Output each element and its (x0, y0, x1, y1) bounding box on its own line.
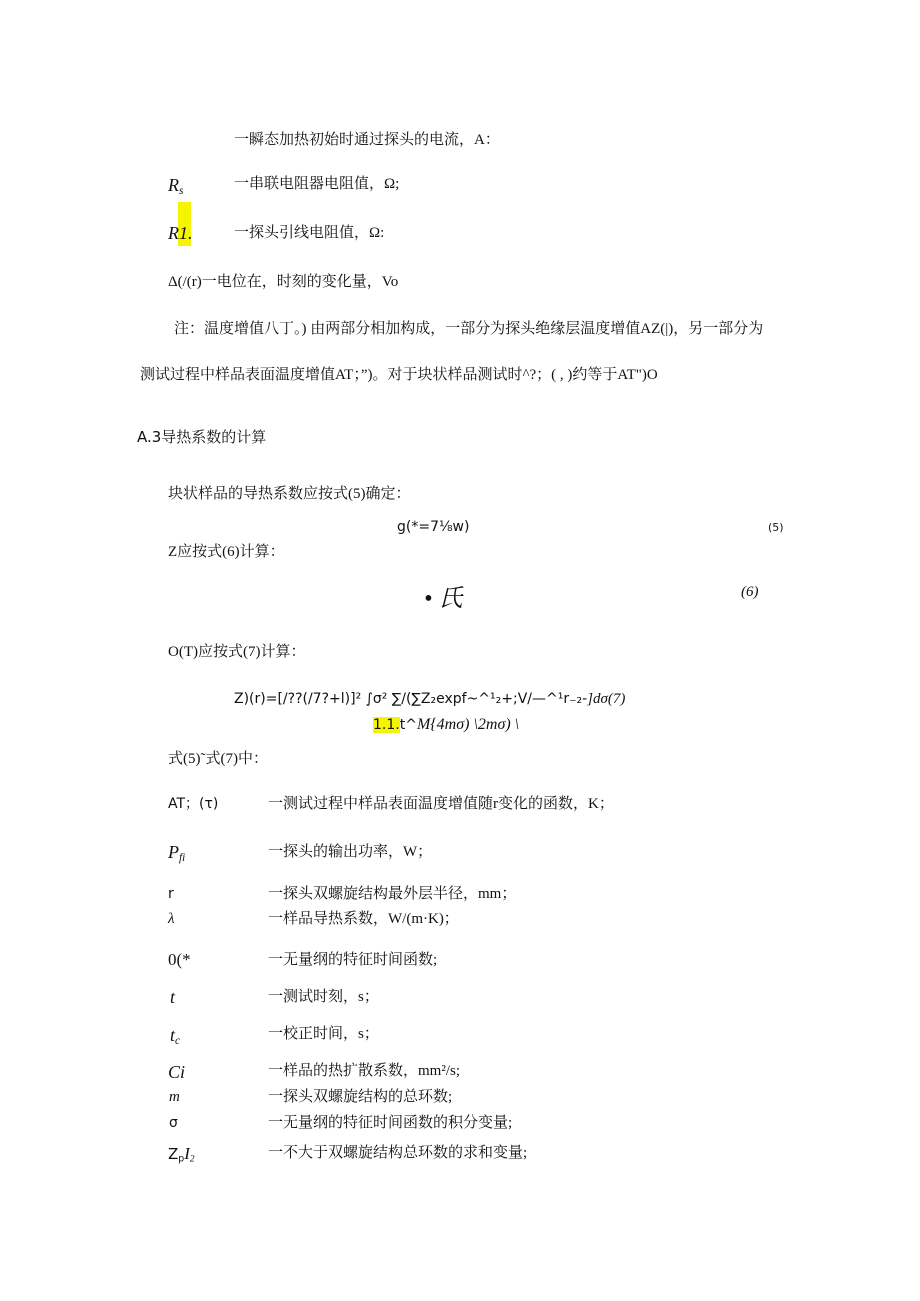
symbol-time: t (170, 987, 176, 1007)
section-intro: 块状样品的导热系数应按式(5)确定： (168, 486, 411, 502)
equation-6: • 氏 (424, 586, 463, 612)
equation-7-line-1: Z)(r)=[/??(/7?+l)]² ∫σ² ∑/(∑Z₂expf~^¹₂+;V/—^¹r₋₂-]dσ(7) (234, 691, 626, 707)
equation-5-number: (5) (768, 521, 784, 534)
definition-diffusivity: 一样品的热扩散系数，mm²/s; (268, 1063, 461, 1079)
symbol-delta-t: AT；(τ) (168, 796, 219, 812)
note-line-2: 测试过程中样品表面温度增值AT；”)。对于块状样品测试时^?；( , )约等于AT")O (140, 367, 658, 383)
equation-6-intro: Z应按式(6)计算： (168, 544, 285, 560)
symbol-rs: $R_s$ (168, 175, 184, 197)
equation-7-line-2: 1.1.t^M{4mσ) \2mσ) \ (373, 716, 520, 733)
symbol-diffusivity: Ci (168, 1062, 186, 1082)
symbol-summation-variable: $Z_pI_2$ (168, 1144, 195, 1165)
definition-correction-time: 一校正时间，s； (268, 1026, 379, 1042)
symbol-loops: m (169, 1089, 180, 1105)
symbol-sigma: σ (169, 1115, 178, 1131)
definition-surface-temperature: 一测试过程中样品表面温度增值随r变化的函数，K； (268, 796, 614, 812)
note-line-1: 注：温度增值八丁。) 由两部分相加构成，一部分为探头绝缘层温度增值AZ(|)，另一部分为 (174, 321, 764, 337)
definition-output-power: 一探头的输出功率，W； (268, 844, 433, 860)
definition-lead-resistance: 一探头引线电阻值，Ω: (234, 225, 385, 241)
where-clause: 式(5)˜式(7)中： (168, 751, 268, 767)
symbol-r1: R1. (168, 224, 193, 242)
section-heading: A.3导热系数的计算 (137, 428, 267, 446)
definition-loops: 一探头双螺旋结构的总环数; (268, 1089, 453, 1105)
symbol-radius: r (168, 886, 174, 902)
definition-characteristic-function: 一无量纲的特征时间函数; (268, 952, 438, 968)
symbol-power: $P_{fi}$ (168, 842, 186, 864)
definition-time: 一测试时刻，s； (268, 989, 379, 1005)
definition-sigma: 一无量纲的特征时间函数的积分变量; (268, 1115, 513, 1131)
symbol-lambda: λ (168, 911, 175, 927)
symbol-characteristic-function: 0(* (168, 950, 191, 969)
definition-conductivity: 一样品导热系数，W/(m·K)； (268, 911, 459, 927)
equation-5: g(*=7⅛w) (397, 519, 470, 535)
definition-potential-change: Δ(/(r)一电位在，时刻的变化量，Vo (168, 274, 399, 290)
equation-6-number: (6) (741, 584, 759, 600)
symbol-correction-time: $t_c$ (170, 1025, 180, 1047)
definition-radius: 一探头双螺旋结构最外层半径，mm； (268, 886, 517, 902)
definition-series-resistor: 一串联电阻器电阻值，Ω; (234, 176, 400, 192)
definition-summation-variable: 一不大于双螺旋结构总环数的求和变量; (268, 1145, 528, 1161)
equation-7-intro: O(T)应按式(7)计算： (168, 644, 306, 660)
definition-current: 一瞬态加热初始时通过探头的电流，A： (234, 132, 500, 148)
